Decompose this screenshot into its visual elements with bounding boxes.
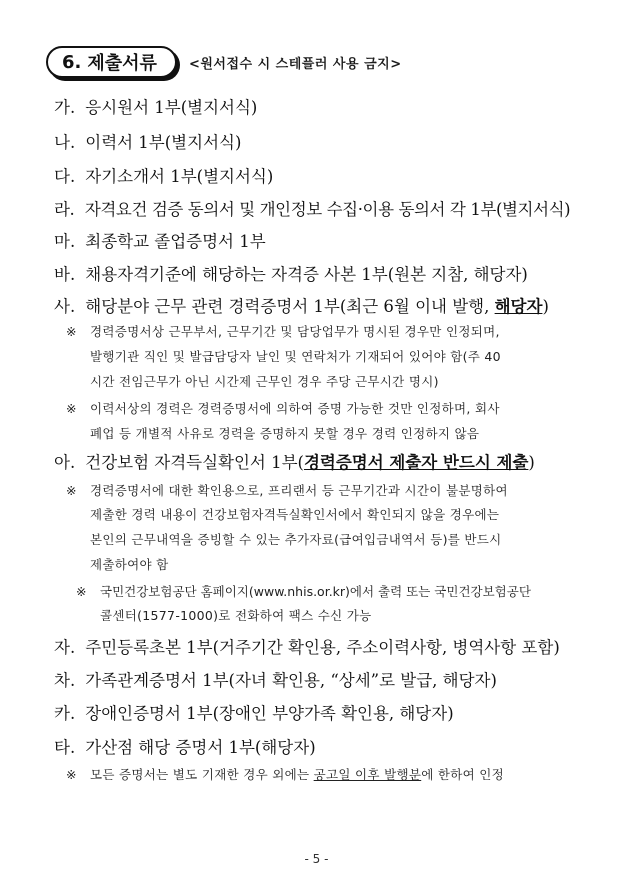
list-item [54,293,549,317]
item-text-end: ) [542,297,549,316]
page-number: - 5 - [304,852,329,866]
note-text: 모든 증명서는 별도 기재한 경우 외에는 [90,767,314,782]
item-text: 가족관계증명서 1부(자녀 확인용, “상세”로 발급, 해당자) [85,671,497,690]
item-label: 차. [54,671,76,690]
item-text: 이력서 1부(별지서식) [85,133,242,152]
item-emphasis: 경력증명서 제출자 반드시 제출 [303,453,529,472]
note-line [66,481,508,499]
item-label: 다. [54,167,76,186]
note-mark: ※ [76,584,87,599]
item-label: 라. [54,200,75,219]
note-line [90,424,479,442]
note-line [100,606,372,624]
section-number: 6. [62,51,82,73]
item-label: 사. [54,297,76,316]
note-line [90,555,169,573]
item-label: 자. [54,638,76,657]
note-text: 발행기관 직인 및 발급담당자 날인 및 연락처가 기재되어 있어야 함(주 40 [90,349,501,364]
list-item [54,228,266,252]
item-text: 주민등록초본 1부(거주기간 확인용, 주소이력사항, 병역사항 포함) [85,638,560,657]
note-text: 제출하여야 함 [90,557,169,572]
note-text: 시간 전임근무가 아닌 시간제 근무인 경우 주당 근무시간 명시) [90,374,439,389]
section-title: 제출서류 [87,53,157,74]
note-line [90,530,502,548]
note-text: 경력증명서에 대한 확인용으로, 프리랜서 등 근무기간과 시간이 불분명하여 [90,483,508,498]
note-line [90,347,501,365]
item-text-end: ) [528,453,535,472]
list-item [54,196,570,220]
list-item [54,94,257,118]
item-emphasis: 해당자 [494,297,543,316]
list-item [54,700,454,724]
item-label: 아. [54,453,76,472]
list-item [54,163,273,187]
note-text: 경력증명서상 근무부서, 근무기간 및 담당업무가 명시된 경우만 인정되며, [90,324,500,339]
list-item [54,734,316,758]
list-item [54,449,535,473]
note-line [66,765,504,783]
item-label: 카. [54,704,76,723]
item-text: 가산점 해당 증명서 1부(해당자) [85,738,316,757]
note-text-end: 에 한하여 인정 [421,767,505,782]
item-label: 타. [54,738,76,757]
list-item [54,667,497,691]
note-line [66,399,500,417]
note-text: 제출한 경력 내용이 건강보험자격득실확인서에서 확인되지 않을 경우에는 [90,507,500,522]
note-line [66,322,500,340]
note-text: 폐업 등 개별적 사유로 경력을 증명하지 못할 경우 경력 인정하지 않음 [90,426,480,441]
note-text: 본인의 근무내역을 증빙할 수 있는 추가자료(급여입금내역서 등)를 반드시 [90,532,502,547]
item-text: 자기소개서 1부(별지서식) [85,167,274,186]
item-text: 건강보험 자격득실확인서 1부( [85,453,304,472]
note-text: 국민건강보험공단 홈페이지(www.nhis.or.kr)에서 출력 또는 국민건강보험공단 [100,584,531,599]
note-line [90,505,499,523]
note-mark: ※ [66,401,77,416]
note-emphasis: 공고일 이후 발행분 [313,767,422,782]
section-note: <원서접수 시 스테플러 사용 금지> [188,56,402,72]
item-text: 해당분야 근무 관련 경력증명서 1부(최근 6월 이내 발행, [85,297,495,316]
note-text: 콜센터(1577-1000)로 전화하여 팩스 수신 가능 [100,608,372,623]
note-line [90,372,439,390]
item-label: 가. [54,98,76,117]
note-line [76,582,531,600]
note-mark: ※ [66,483,77,498]
list-item [54,129,241,153]
item-text: 채용자격기준에 해당하는 자격증 사본 1부(원본 지참, 해당자) [85,265,528,284]
section-heading [46,46,402,78]
note-mark: ※ [66,324,77,339]
item-text: 최종학교 졸업증명서 1부 [85,232,266,251]
item-text: 자격요건 검증 동의서 및 개인정보 수집·이용 동의서 각 1부(별지서식) [84,200,571,219]
list-item [54,634,560,658]
section-title-box [46,46,177,78]
note-mark: ※ [66,767,77,782]
item-label: 바. [54,265,76,284]
note-text: 이력서상의 경력은 경력증명서에 의하여 증명 가능한 것만 인정하며, 회사 [90,401,500,416]
item-label: 마. [54,232,76,251]
item-text: 장애인증명서 1부(장애인 부양가족 확인용, 해당자) [85,704,454,723]
item-label: 나. [54,133,76,152]
list-item [54,261,528,285]
item-text: 응시원서 1부(별지서식) [85,98,258,117]
